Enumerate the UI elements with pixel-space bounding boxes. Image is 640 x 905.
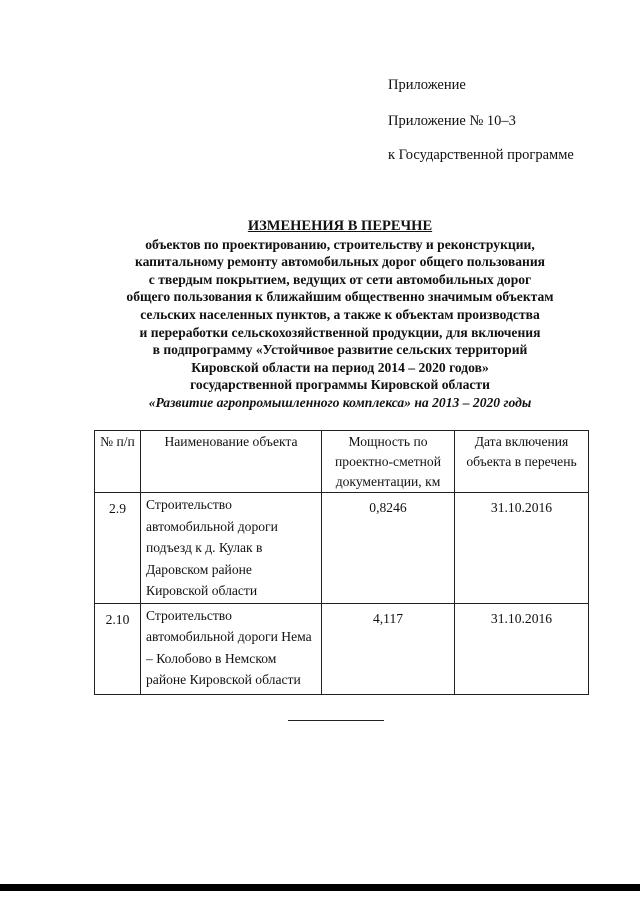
appendix-program-ref: к Государственной программе [388, 147, 574, 163]
table-row [95, 603, 589, 694]
heading-line: общего пользования к ближайшим общественно значимым объектам [126, 289, 554, 305]
header-name: Наименование объекта [141, 431, 322, 493]
document-heading [80, 218, 600, 412]
closing-rule [288, 720, 384, 721]
heading-line: «Развитие агропромышленного комплекса» на 2013 – 2020 годы [148, 394, 532, 410]
row-num: 2.9 [95, 493, 141, 604]
row-capacity: 4,117 [322, 603, 455, 694]
appendix-label: Приложение [388, 77, 466, 93]
row-date: 31.10.2016 [455, 493, 589, 604]
row-capacity: 0,8246 [322, 493, 455, 604]
heading-line: государственной программы Кировской области [190, 377, 490, 393]
heading-line: капитальному ремонту автомобильных дорог общего пользования [134, 254, 546, 270]
row-date: 31.10.2016 [455, 603, 589, 694]
header-num: № п/п [95, 431, 141, 493]
heading-line: в подпрограмму «Устойчивое развитие сельских территорий [152, 342, 528, 358]
header-capacity: Мощность по проектно-сметной документации, км [322, 431, 455, 493]
row-name: Строительство автомобильной дороги Нема – Колобово в Немском районе Кировской области [141, 603, 322, 694]
table-header-row [95, 431, 589, 493]
heading-line: объектов по проектированию, строительству и реконструкции, [145, 236, 535, 252]
heading-title: ИЗМЕНЕНИЯ В ПЕРЕЧНЕ [247, 218, 433, 234]
header-date: Дата включения объекта в перечень [455, 431, 589, 493]
heading-line: с твердым покрытием, ведущих от сети автомобильных дорог [148, 271, 532, 287]
appendix-number: Приложение № 10–3 [388, 113, 516, 129]
scan-edge-bar [0, 884, 640, 891]
heading-line: Кировской области на период 2014 – 2020 годов» [191, 359, 489, 375]
heading-line: сельских населенных пунктов, а также к объектам производства [140, 306, 540, 322]
heading-line: и переработки сельскохозяйственной продукции, для включения [139, 324, 541, 340]
row-name: Строительство автомобильной дороги подъезд к д. Кулак в Даровском районе Кировской области [141, 493, 322, 604]
objects-table [94, 430, 589, 695]
table-row [95, 493, 589, 604]
row-num: 2.10 [95, 603, 141, 694]
